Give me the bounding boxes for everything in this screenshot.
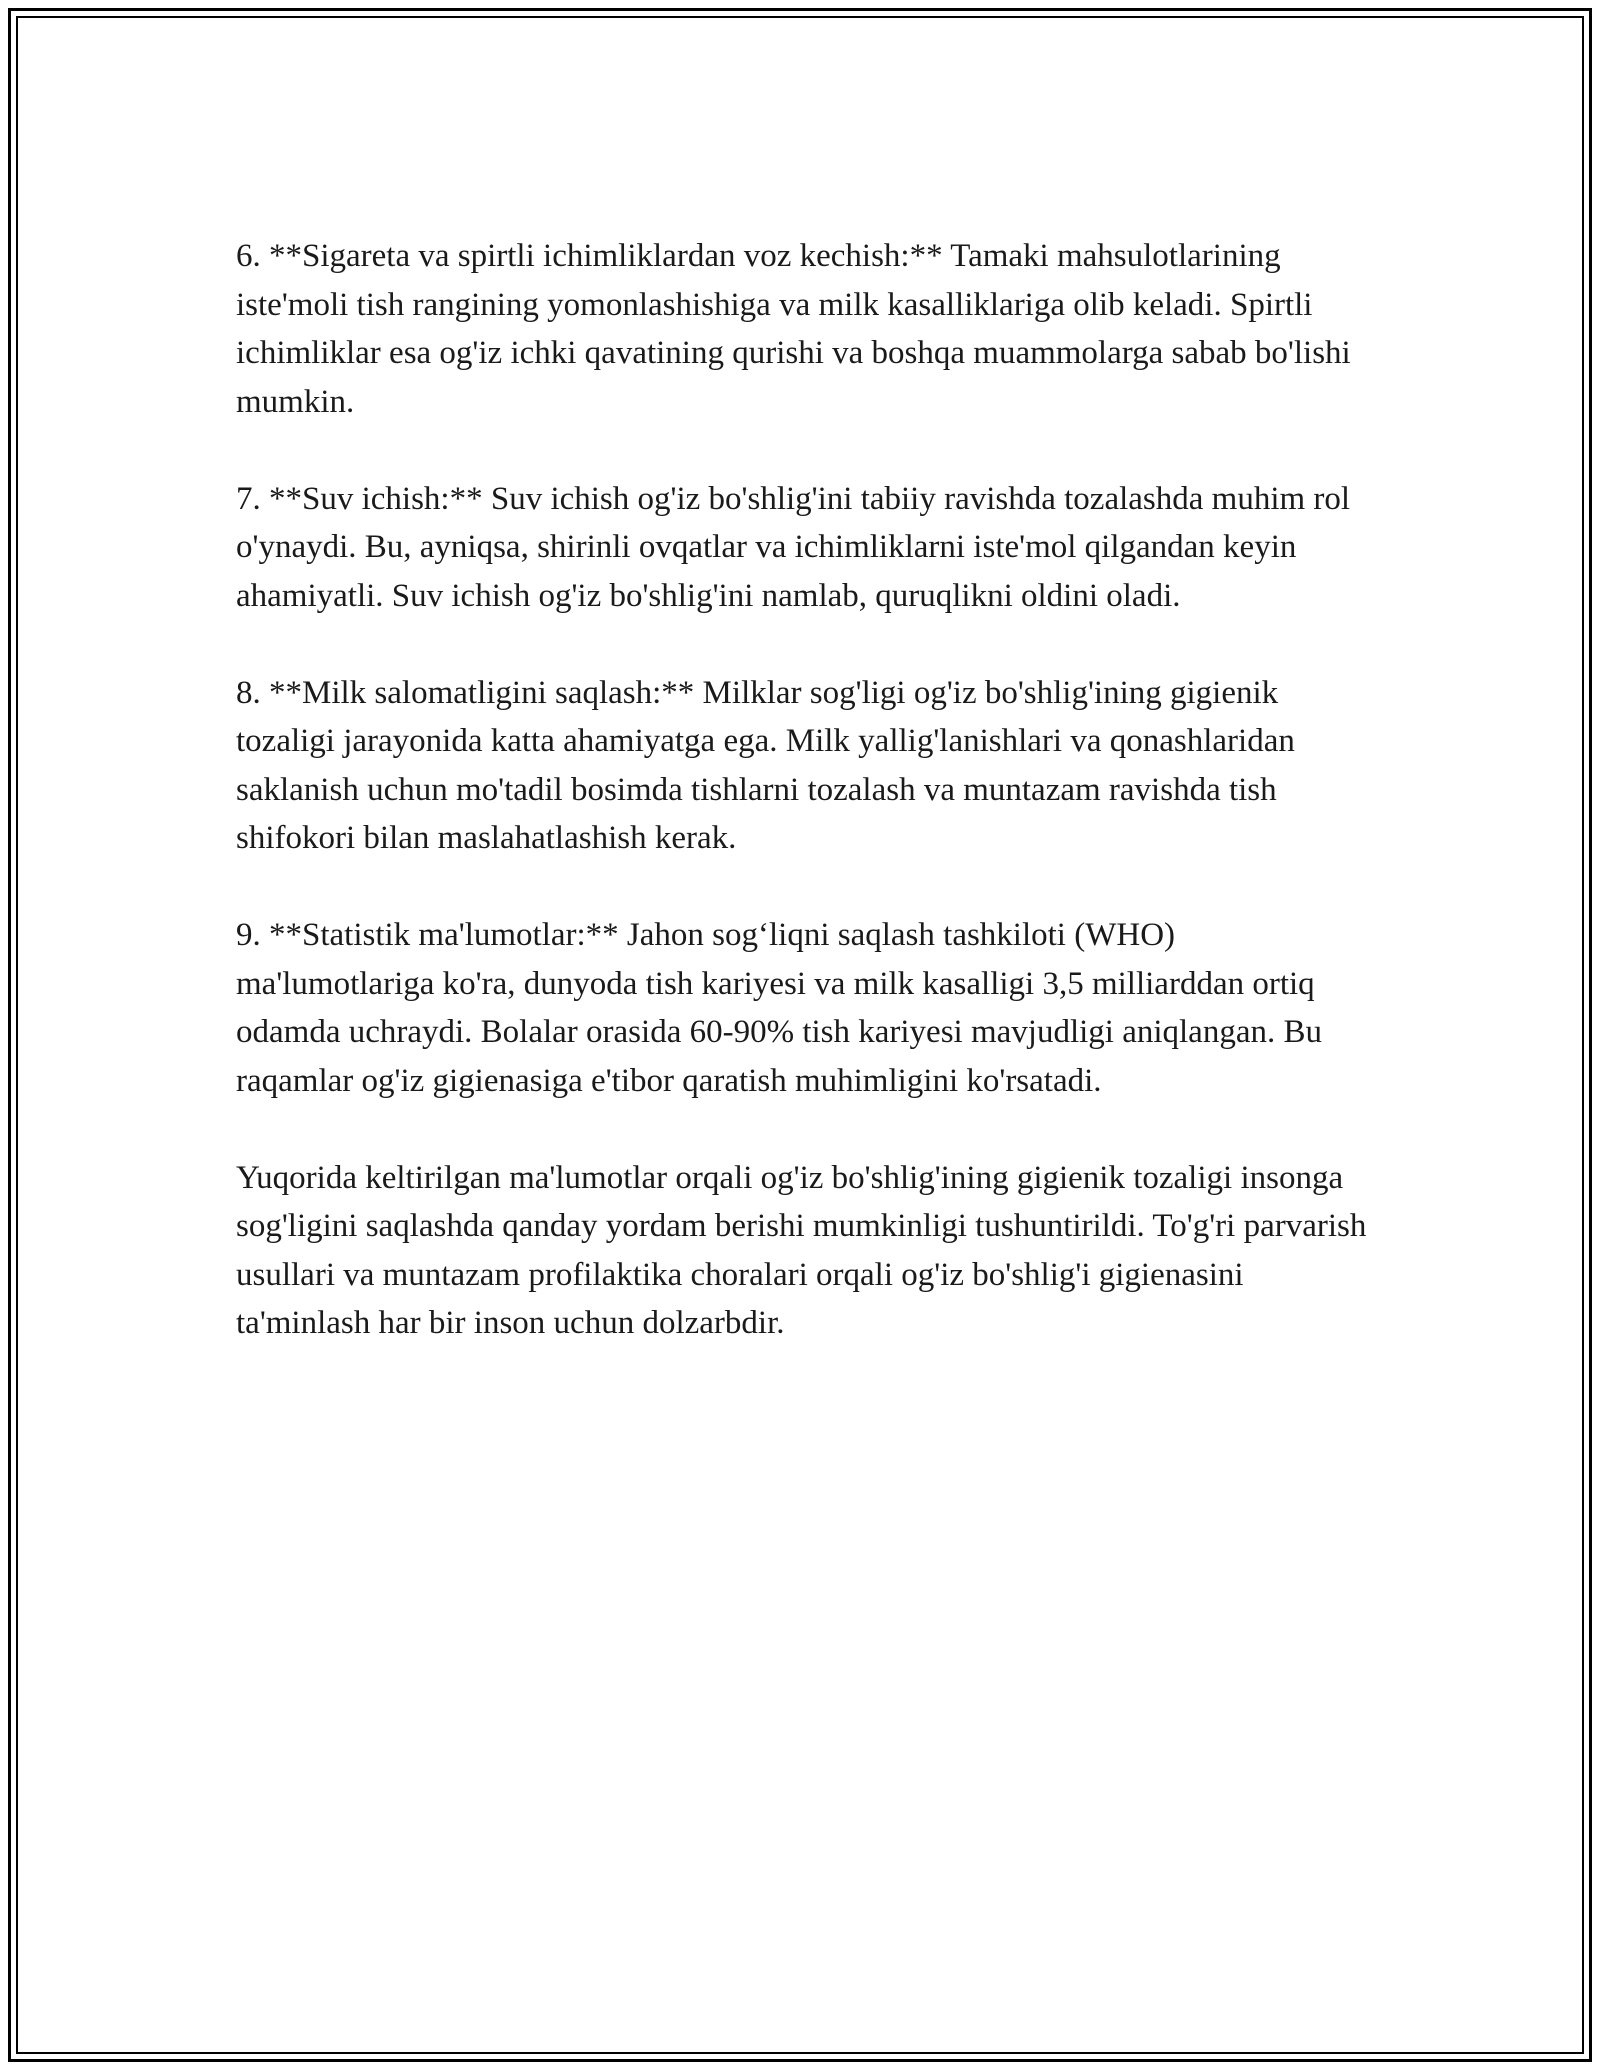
paragraph-gum-health: 8. **Milk salomatligini saqlash:** Milklar sog'ligi og'iz bo'shlig'ining gigienik tozaligi jarayonida katta ahamiyatga ega. Milk yallig'lanishlari va qonashlaridan saklanish uchun mo'tadil bosimda tishlarni tozalash va muntazam ravishda tish shifokori bilan maslahatlashish kerak. [236,674,1295,856]
document-body [236,232,1376,1396]
paragraph-drinking-water: 7. **Suv ichish:** Suv ichish og'iz bo'shlig'ini tabiiy ravishda tozalashda muhim rol o'ynaydi. Bu, ayniqsa, shirinli ovqatlar va ichimliklarni iste'mol qilgandan keyin ahamiyatli. Suv ichish og'iz bo'shlig'ini namlab, quruqlikni oldini oladi. [236,480,1351,614]
paragraph-statistics: 9. **Statistik ma'lumotlar:** Jahon sog‘liqni saqlash tashkiloti (WHO) ma'lumotlariga ko'ra, dunyoda tish kariyesi va milk kasalligi 3,5 milliarddan ortiq odamda uchraydi. Bolalar orasida 60-90% tish kariyesi mavjudligi aniqlangan. Bu raqamlar og'iz gigienasiga e'tibor qaratish muhimligini ko'rsatadi. [236,917,1322,1099]
paragraph-smoking-alcohol: 6. **Sigareta va spirtli ichimliklardan voz kechish:** Tamaki mahsulotlarining iste'moli tish rangining yomonlashishiga va milk kasalliklariga olib keladi. Spirtli ichimliklar esa og'iz ichki qavatining qurishi va boshqa muammolarga sabab bo'lishi mumkin. [236,238,1351,420]
paragraph-conclusion: Yuqorida keltirilgan ma'lumotlar orqali og'iz bo'shlig'ining gigienik tozaligi insonga sog'ligini saqlashda qanday yordam berishi mumkinligi tushuntirildi. To'g'ri parvarish usullari va muntazam profilaktika choralari orqali og'iz bo'shlig'i gigienasini ta'minlash har bir inson uchun dolzarbdir. [236,1159,1367,1341]
